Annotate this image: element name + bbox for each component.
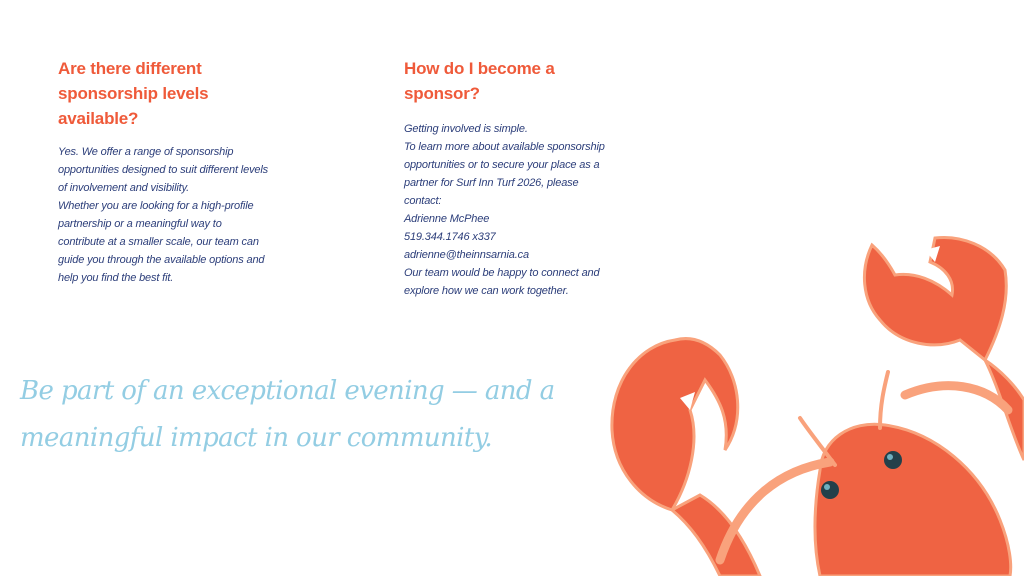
lobster-icon [560, 220, 1024, 576]
answer-line: partnership or a meaningful way to [58, 218, 222, 230]
answer-line: of involvement and visibility. [58, 182, 190, 194]
faq-sponsorship-levels [58, 56, 288, 287]
closing-tagline [20, 368, 640, 462]
answer-line: explore how we can work together. [404, 285, 569, 297]
tagline-line-2: meaningful impact in our community. [20, 423, 493, 453]
lobster-body [612, 237, 1024, 576]
answer-line: Our team would be happy to connect and [404, 267, 600, 279]
answer-line: Whether you are looking for a high-profile [58, 200, 254, 212]
answer-line: help you find the best fit. [58, 272, 174, 284]
answer-line: opportunities designed to suit different levels [58, 164, 269, 176]
contact-email[interactable]: adrienne@theinnsarnia.ca [404, 249, 529, 261]
faq-question-become-sponsor: How do I become a sponsor? [404, 59, 555, 103]
answer-line: contact: [404, 195, 442, 207]
answer-line: Getting involved is simple. [404, 123, 528, 135]
faq-answer-sponsorship-levels [58, 143, 288, 287]
answer-line: guide you through the available options and [58, 254, 265, 266]
answer-line: opportunities or to secure your place as a [404, 159, 600, 171]
tagline-line-1: Be part of an exceptional evening — and a [20, 376, 555, 406]
answer-line: contribute at a smaller scale, our team can [58, 236, 259, 248]
answer-line: partner for Surf Inn Turf 2026, please [404, 177, 579, 189]
faq-question-sponsorship-levels: Are there different sponsorship levels available? [58, 59, 209, 128]
answer-line: Yes. We offer a range of sponsorship [58, 146, 234, 158]
contact-phone: 519.344.1746 x337 [404, 231, 496, 243]
answer-line: To learn more about available sponsorship [404, 141, 605, 153]
contact-name: Adrienne McPhee [404, 213, 490, 225]
